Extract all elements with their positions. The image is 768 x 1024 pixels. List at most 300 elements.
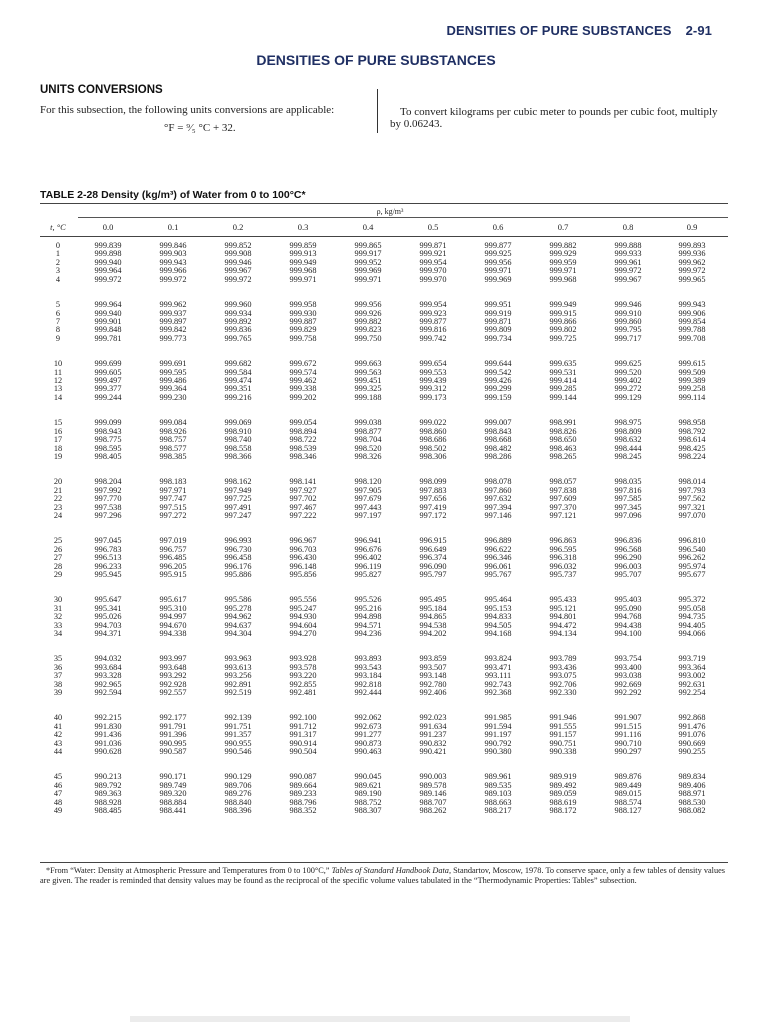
density-cell: 999.937 <box>159 308 187 318</box>
density-cell: 989.015 <box>614 789 642 799</box>
density-column <box>143 360 203 402</box>
density-cell: 999.877 <box>484 241 512 250</box>
page-title: DENSITIES OF PURE SUBSTANCES <box>256 52 496 68</box>
density-cell: 996.003 <box>614 561 642 571</box>
temperature-cell: 19 <box>53 451 63 461</box>
density-cell: 993.543 <box>354 662 382 672</box>
density-cell: 994.202 <box>419 629 447 639</box>
density-cell: 999.970 <box>419 274 447 284</box>
density-cell: 999.887 <box>289 316 317 326</box>
density-cell: 999.299 <box>484 384 512 394</box>
density-column <box>598 419 658 461</box>
density-cell: 994.100 <box>614 629 642 639</box>
density-cell: 995.856 <box>289 570 317 580</box>
density-cell: 990.955 <box>224 738 252 748</box>
density-cell: 991.237 <box>419 730 447 740</box>
density-cell: 997.927 <box>289 485 317 495</box>
density-cell: 988.530 <box>678 797 706 807</box>
density-cell: 991.116 <box>614 730 642 740</box>
temperature-cell: 28 <box>53 561 63 571</box>
density-cell: 999.956 <box>354 300 382 310</box>
density-cell: 997.515 <box>159 502 187 512</box>
density-cell: 999.173 <box>419 392 447 402</box>
temperature-cell: 5 <box>55 300 61 310</box>
density-cell: 998.722 <box>289 435 317 445</box>
density-cell: 996.061 <box>484 561 512 571</box>
density-cell: 995.153 <box>484 603 512 613</box>
density-cell: 993.111 <box>484 671 512 681</box>
density-cell: 990.873 <box>354 738 382 748</box>
density-cell: 999.795 <box>614 325 642 335</box>
density-cell: 993.963 <box>224 654 252 664</box>
density-cell: 997.272 <box>159 511 187 520</box>
row-group <box>40 596 728 638</box>
density-cell: 999.823 <box>354 325 382 335</box>
density-cell: 997.394 <box>484 502 512 512</box>
density-cell: 989.792 <box>94 780 122 790</box>
density-cell: 997.296 <box>94 511 122 520</box>
density-cell: 998.943 <box>94 426 122 436</box>
density-cell: 999.563 <box>354 367 382 377</box>
density-cell: 989.406 <box>678 780 706 790</box>
density-column <box>403 596 463 638</box>
density-column <box>533 596 593 638</box>
density-cell: 990.421 <box>419 747 447 757</box>
density-column <box>598 714 658 756</box>
density-cell: 990.504 <box>289 747 317 757</box>
row-group <box>40 419 728 461</box>
density-cell: 998.326 <box>354 451 382 461</box>
temperature-cell: 46 <box>53 780 63 790</box>
temperature-cell: 35 <box>53 654 63 664</box>
density-cell: 989.621 <box>354 780 382 790</box>
density-cell: 997.321 <box>678 502 706 512</box>
density-cell: 992.519 <box>224 688 252 698</box>
density-column <box>598 478 658 520</box>
density-cell: 993.328 <box>94 671 122 681</box>
density-cell: 999.717 <box>614 333 642 343</box>
density-cell: 994.571 <box>354 620 382 630</box>
density-cell: 996.119 <box>354 561 382 571</box>
density-cell: 990.710 <box>614 738 642 748</box>
table-header-rule <box>40 236 728 237</box>
column-header: 0.3 <box>297 222 309 232</box>
density-cell: 997.632 <box>484 494 512 504</box>
temperature-cell: 40 <box>53 713 63 723</box>
density-cell: 997.838 <box>549 485 577 495</box>
density-cell: 999.414 <box>549 376 577 385</box>
density-cell: 999.520 <box>614 367 642 377</box>
density-cell: 997.467 <box>289 502 317 512</box>
row-group <box>40 655 728 697</box>
density-cell: 999.972 <box>224 274 252 284</box>
density-column <box>662 773 722 815</box>
density-cell: 996.649 <box>419 544 447 554</box>
density-cell: 988.707 <box>419 797 447 807</box>
temperature-cell: 6 <box>55 308 61 318</box>
density-cell: 994.703 <box>94 620 122 630</box>
density-cell: 999.903 <box>159 249 187 259</box>
density-cell: 999.842 <box>159 325 187 335</box>
density-cell: 991.357 <box>224 730 252 740</box>
density-cell: 998.120 <box>354 477 382 487</box>
density-cell: 998.686 <box>419 435 447 445</box>
density-cell: 999.968 <box>549 274 577 284</box>
row-group <box>40 301 728 343</box>
density-column <box>662 242 722 284</box>
density-cell: 991.436 <box>94 730 122 740</box>
density-column <box>468 773 528 815</box>
density-cell: 999.919 <box>484 308 512 318</box>
density-cell: 990.546 <box>224 747 252 757</box>
density-cell: 998.910 <box>224 426 252 436</box>
density-cell: 990.792 <box>484 738 512 748</box>
density-cell: 993.719 <box>678 654 706 664</box>
density-cell: 997.816 <box>614 485 642 495</box>
density-cell: 999.967 <box>224 266 252 276</box>
density-cell: 993.893 <box>354 654 382 664</box>
density-cell: 998.577 <box>159 443 187 453</box>
density-cell: 997.019 <box>159 536 187 546</box>
temperature-cell: 31 <box>53 603 63 613</box>
density-cell: 995.247 <box>289 603 317 613</box>
density-cell: 997.345 <box>614 502 642 512</box>
density-cell: 995.797 <box>419 570 447 580</box>
density-cell: 993.789 <box>549 654 577 664</box>
footnote-part2: Standartov, Moscow, 1978. To conserve space, only a few tables of density values are given. The reader is reminded that density values may be found as the reciprocal of the specific volume values tabulated in the “Thermodynamic Properties: Tables” subsection. <box>40 866 726 885</box>
density-cell: 996.233 <box>94 561 122 571</box>
density-cell: 988.485 <box>94 806 122 816</box>
table-caption: TABLE 2-28 Density (kg/m³) of Water from 0 to 100°C* <box>40 189 306 201</box>
density-cell: 995.278 <box>224 603 252 613</box>
units-heading: UNITS CONVERSIONS <box>40 84 163 96</box>
temperature-cell: 27 <box>53 553 63 563</box>
density-cell: 998.366 <box>224 451 252 461</box>
density-cell: 989.492 <box>549 780 577 790</box>
density-cell: 999.848 <box>94 325 122 335</box>
density-cell: 998.958 <box>678 418 706 428</box>
density-cell: 999.871 <box>484 316 512 326</box>
density-column <box>598 242 658 284</box>
density-cell: 993.507 <box>419 662 447 672</box>
density-cell: 998.775 <box>94 435 122 445</box>
density-cell: 999.921 <box>419 249 447 259</box>
density-column <box>468 360 528 402</box>
density-cell: 999.926 <box>354 308 382 318</box>
footnote-italic: Tables of Standard Handbook Data, <box>331 866 452 875</box>
column-header: 0.7 <box>557 222 569 232</box>
density-cell: 991.634 <box>419 721 447 731</box>
density-cell: 997.070 <box>678 511 706 520</box>
density-cell: 997.905 <box>354 485 382 495</box>
temperature-cell: 16 <box>53 426 63 436</box>
density-cell: 999.930 <box>289 308 317 318</box>
density-cell: 998.792 <box>678 426 706 436</box>
density-cell: 998.539 <box>289 443 317 453</box>
density-cell: 999.917 <box>354 249 382 259</box>
density-cell: 994.472 <box>549 620 577 630</box>
density-column <box>273 360 333 402</box>
density-column <box>273 596 333 638</box>
density-column <box>468 655 528 697</box>
temperature-cell: 25 <box>53 536 63 546</box>
density-cell: 989.146 <box>419 789 447 799</box>
density-cell: 992.481 <box>289 688 317 698</box>
density-cell: 999.852 <box>224 241 252 250</box>
density-column <box>533 714 593 756</box>
density-cell: 999.943 <box>678 300 706 310</box>
density-cell: 999.972 <box>159 274 187 284</box>
density-cell: 999.839 <box>94 241 122 250</box>
density-column <box>78 242 138 284</box>
density-cell: 995.974 <box>678 561 706 571</box>
density-cell: 988.127 <box>614 806 642 816</box>
density-cell: 990.669 <box>678 738 706 748</box>
density-column <box>403 419 463 461</box>
density-cell: 988.307 <box>354 806 382 816</box>
density-cell: 999.216 <box>224 392 252 402</box>
density-cell: 999.734 <box>484 333 512 343</box>
density-cell: 999.474 <box>224 376 252 385</box>
density-column <box>533 655 593 697</box>
density-cell: 999.699 <box>94 359 122 369</box>
density-cell: 991.907 <box>614 713 642 723</box>
temperature-cell: 39 <box>53 688 63 698</box>
density-cell: 999.906 <box>678 308 706 318</box>
temperature-cell: 44 <box>53 747 63 757</box>
density-cell: 999.940 <box>94 308 122 318</box>
density-cell: 999.682 <box>224 359 252 369</box>
density-cell: 996.374 <box>419 553 447 563</box>
density-cell: 999.605 <box>94 367 122 377</box>
density-cell: 996.090 <box>419 561 447 571</box>
density-cell: 999.846 <box>159 241 187 250</box>
density-column <box>403 773 463 815</box>
density-cell: 999.389 <box>678 376 706 385</box>
density-cell: 996.148 <box>289 561 317 571</box>
density-cell: 997.949 <box>224 485 252 495</box>
density-cell: 999.956 <box>484 257 512 267</box>
density-column <box>78 478 138 520</box>
density-column <box>208 655 268 697</box>
density-column <box>208 773 268 815</box>
density-cell: 992.330 <box>549 688 577 698</box>
density-cell: 992.965 <box>94 679 122 689</box>
density-cell: 992.215 <box>94 713 122 723</box>
temperature-cell: 1 <box>55 249 61 259</box>
density-column <box>662 419 722 461</box>
density-cell: 999.949 <box>289 257 317 267</box>
density-cell: 998.014 <box>678 477 706 487</box>
temperature-column <box>40 478 76 520</box>
density-cell: 991.476 <box>678 721 706 731</box>
density-cell: 991.157 <box>549 730 577 740</box>
density-cell: 991.317 <box>289 730 317 740</box>
density-cell: 994.134 <box>549 629 577 639</box>
temperature-cell: 34 <box>53 629 63 639</box>
density-cell: 999.964 <box>94 266 122 276</box>
density-cell: 992.868 <box>678 713 706 723</box>
density-cell: 999.940 <box>94 257 122 267</box>
temperature-cell: 47 <box>53 789 63 799</box>
temperature-cell: 13 <box>53 384 63 394</box>
density-column <box>273 478 333 520</box>
density-cell: 991.946 <box>549 713 577 723</box>
density-cell: 995.617 <box>159 595 187 605</box>
density-column <box>598 537 658 579</box>
temperature-cell: 22 <box>53 494 63 504</box>
density-cell: 994.768 <box>614 612 642 622</box>
temperature-cell: 48 <box>53 797 63 807</box>
density-column <box>338 714 398 756</box>
density-column <box>598 773 658 815</box>
density-cell: 999.877 <box>419 316 447 326</box>
density-column <box>78 596 138 638</box>
density-cell: 996.915 <box>419 536 447 546</box>
density-cell: 999.402 <box>614 376 642 385</box>
density-cell: 998.463 <box>549 443 577 453</box>
density-cell: 996.863 <box>549 536 577 546</box>
density-cell: 992.100 <box>289 713 317 723</box>
density-cell: 999.836 <box>224 325 252 335</box>
density-cell: 998.286 <box>484 451 512 461</box>
density-cell: 989.449 <box>614 780 642 790</box>
density-column <box>662 478 722 520</box>
density-cell: 997.172 <box>419 511 447 520</box>
column-header: 0.1 <box>167 222 179 232</box>
density-cell: 992.631 <box>678 679 706 689</box>
temperature-cell: 17 <box>53 435 63 445</box>
density-column <box>662 655 722 697</box>
density-cell: 995.216 <box>354 603 382 613</box>
column-header: 0.8 <box>622 222 634 232</box>
density-cell: 993.859 <box>419 654 447 664</box>
density-cell: 988.396 <box>224 806 252 816</box>
density-cell: 999.007 <box>484 418 512 428</box>
density-cell: 994.898 <box>354 612 382 622</box>
density-cell: 993.184 <box>354 671 382 681</box>
density-column <box>273 419 333 461</box>
density-cell: 991.830 <box>94 721 122 731</box>
density-column <box>598 596 658 638</box>
density-cell: 999.897 <box>159 316 187 326</box>
column-header: 0.5 <box>427 222 439 232</box>
density-cell: 997.585 <box>614 494 642 504</box>
density-cell: 997.702 <box>289 494 317 504</box>
density-cell: 988.262 <box>419 806 447 816</box>
density-cell: 997.747 <box>159 494 187 504</box>
row-group <box>40 478 728 520</box>
density-column <box>338 301 398 343</box>
density-cell: 999.946 <box>614 300 642 310</box>
density-cell: 995.945 <box>94 570 122 580</box>
density-column <box>208 360 268 402</box>
density-column <box>338 596 398 638</box>
density-cell: 999.750 <box>354 333 382 343</box>
table-top-rule <box>40 203 728 204</box>
density-cell: 998.035 <box>614 477 642 487</box>
density-cell: 997.096 <box>614 511 642 520</box>
density-column <box>338 360 398 402</box>
density-column <box>403 242 463 284</box>
temperature-cell: 26 <box>53 544 63 554</box>
density-cell: 996.993 <box>224 536 252 546</box>
density-cell: 990.045 <box>354 772 382 782</box>
density-column <box>78 773 138 815</box>
density-column <box>468 419 528 461</box>
density-cell: 996.032 <box>549 561 577 571</box>
density-cell: 996.730 <box>224 544 252 554</box>
density-cell: 999.691 <box>159 359 187 369</box>
density-cell: 997.562 <box>678 494 706 504</box>
running-header <box>447 23 712 38</box>
density-cell: 988.928 <box>94 797 122 807</box>
temperature-cell: 36 <box>53 662 63 672</box>
density-cell: 998.520 <box>354 443 382 453</box>
density-cell: 999.022 <box>419 418 447 428</box>
density-column <box>273 714 333 756</box>
density-column <box>273 537 333 579</box>
density-cell: 995.886 <box>224 570 252 580</box>
density-cell: 998.385 <box>159 451 187 461</box>
density-cell: 993.997 <box>159 654 187 664</box>
density-cell: 990.751 <box>549 738 577 748</box>
density-column <box>208 242 268 284</box>
density-column <box>143 537 203 579</box>
density-cell: 993.002 <box>678 671 706 681</box>
density-cell: 999.802 <box>549 325 577 335</box>
density-cell: 995.121 <box>549 603 577 613</box>
rho-rule <box>78 217 728 218</box>
density-cell: 999.272 <box>614 384 642 394</box>
density-cell: 993.754 <box>614 654 642 664</box>
density-cell: 990.832 <box>419 738 447 748</box>
temperature-cell: 11 <box>54 367 62 377</box>
density-column <box>78 537 138 579</box>
temperature-cell: 4 <box>55 274 61 284</box>
density-cell: 999.971 <box>484 266 512 276</box>
density-cell: 998.614 <box>678 435 706 445</box>
density-cell: 999.364 <box>159 384 187 394</box>
density-cell: 999.084 <box>159 418 187 428</box>
density-cell: 998.502 <box>419 443 447 453</box>
density-cell: 992.557 <box>159 688 187 698</box>
density-column <box>78 655 138 697</box>
density-cell: 990.087 <box>289 772 317 782</box>
density-cell: 993.684 <box>94 662 122 672</box>
density-cell: 994.168 <box>484 629 512 639</box>
density-cell: 989.578 <box>419 780 447 790</box>
temperature-column <box>40 655 76 697</box>
running-title: DENSITIES OF PURE SUBSTANCES <box>446 23 672 38</box>
units-text: For this subsection, the following units conversions are applicable: <box>40 104 335 116</box>
density-cell: 996.485 <box>159 553 187 563</box>
density-column <box>338 478 398 520</box>
density-column <box>338 537 398 579</box>
temperature-cell: 42 <box>53 730 63 740</box>
density-column <box>273 242 333 284</box>
density-cell: 998.809 <box>614 426 642 436</box>
temperature-cell: 12 <box>53 376 63 385</box>
density-cell: 992.669 <box>614 679 642 689</box>
density-column <box>78 714 138 756</box>
density-cell: 989.834 <box>678 772 706 782</box>
density-cell: 998.425 <box>678 443 706 453</box>
density-cell: 998.991 <box>549 418 577 428</box>
density-cell: 998.826 <box>549 426 577 436</box>
density-column <box>78 419 138 461</box>
density-cell: 991.751 <box>224 721 252 731</box>
